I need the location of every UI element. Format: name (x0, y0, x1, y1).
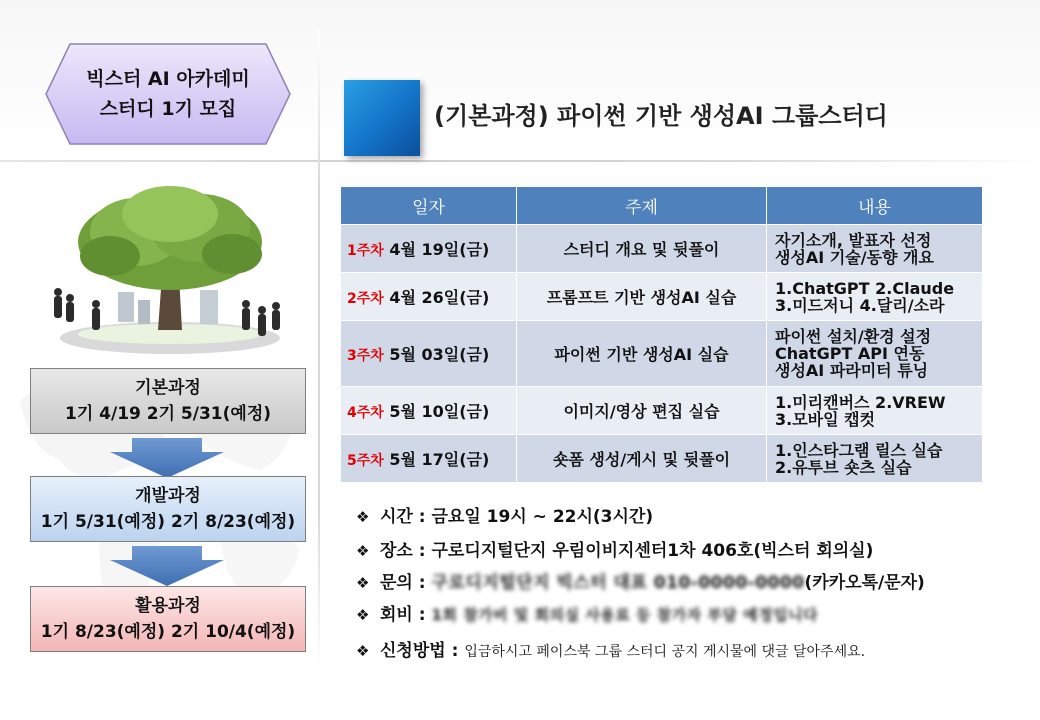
content-line: ChatGPT API 연동 (775, 344, 925, 363)
week-label: 1주차 (347, 243, 384, 259)
info-apply-label: 신청방법 : (380, 641, 459, 661)
info-contact-tail: (카카오톡/문자) (804, 573, 925, 593)
diamond-bullet-icon: ❖ (356, 606, 370, 624)
info-time (356, 502, 653, 527)
down-arrow-icon (110, 546, 224, 586)
info-contact-blurred: 구로디지털단지 빅스터 대표 010-0000-0000 (431, 573, 805, 593)
course-name: 개발과정 (135, 486, 201, 506)
table-row (341, 387, 983, 435)
row-date (341, 321, 517, 387)
week-label: 3주차 (347, 348, 384, 364)
course-dates: 1기 8/23(예정) 2기 10/4(예정) (40, 622, 296, 642)
info-time-text: 시간 : 금요일 19시 ~ 22시(3시간) (380, 507, 654, 527)
table-row (341, 321, 983, 387)
row-topic: 스터디 개요 및 뒷풀이 (517, 225, 767, 273)
content-line: 3.미드저니 4.달리/소라 (775, 295, 945, 315)
content-line: 파이썬 설치/환경 설정 (775, 327, 932, 346)
recruitment-badge (44, 42, 292, 146)
content-line: 2.유투브 숏츠 실습 (775, 457, 912, 477)
title-square-graphic (344, 80, 420, 156)
course-dates: 1기 5/31(예정) 2기 8/23(예정) (40, 512, 296, 532)
table-row (341, 273, 983, 321)
info-fee-blurred: 1회 참가비 및 회의실 사용료 등 참가자 부담 예정입니다 (431, 606, 818, 624)
row-date (341, 387, 517, 435)
row-topic: 프롬프트 기반 생성AI 실습 (517, 273, 767, 321)
table-row (341, 435, 983, 483)
row-content (767, 435, 983, 483)
info-fee-label: 회비 : (380, 605, 426, 625)
table-header-row (341, 187, 983, 225)
row-date (341, 225, 517, 273)
course-dates: 1기 4/19 2기 5/31(예정) (64, 404, 272, 424)
row-date (341, 273, 517, 321)
date-text: 5월 03일(금) (383, 345, 490, 364)
course-name: 활용과정 (135, 596, 201, 616)
course-development (30, 476, 306, 542)
row-topic: 숏폼 생성/게시 및 뒷풀이 (517, 435, 767, 483)
row-topic: 파이썬 기반 생성AI 실습 (517, 321, 767, 387)
row-topic: 이미지/영상 편집 실습 (517, 387, 767, 435)
table-row (341, 225, 983, 273)
content-line: 3.모바일 캡컷 (775, 409, 876, 429)
date-text: 4월 19일(금) (383, 240, 490, 259)
down-arrow-icon (110, 438, 224, 478)
header-content: 내용 (767, 187, 983, 225)
row-content (767, 273, 983, 321)
row-content (767, 321, 983, 387)
header-topic: 주제 (517, 187, 767, 225)
info-fee (356, 600, 818, 625)
info-apply-text: 입금하시고 페이스북 그룹 스터디 공지 게시물에 댓글 달아주세요. (464, 644, 866, 660)
schedule-table (340, 186, 983, 483)
course-name: 기본과정 (135, 378, 201, 398)
info-contact-label: 문의 : (380, 573, 426, 593)
row-content (767, 225, 983, 273)
diamond-bullet-icon: ❖ (356, 508, 370, 526)
course-basic (30, 368, 306, 434)
date-text: 5월 17일(금) (383, 450, 490, 469)
info-contact (356, 568, 925, 593)
content-line: 생성AI 파라미터 튜닝 (775, 361, 929, 380)
row-content (767, 387, 983, 435)
date-text: 4월 26일(금) (383, 288, 490, 307)
badge-line-1: 빅스터 AI 아카데미 (86, 68, 250, 90)
week-label: 4주차 (347, 405, 384, 421)
tree-illustration (40, 180, 290, 360)
content-line: 1.ChatGPT 2.Claude (775, 278, 955, 298)
course-application (30, 586, 306, 652)
diamond-bullet-icon: ❖ (356, 574, 370, 592)
content-line: 1.인스타그램 릴스 실습 (775, 440, 943, 460)
diamond-bullet-icon: ❖ (356, 642, 370, 660)
page-title: (기본과정) 파이썬 기반 생성AI 그룹스터디 (434, 102, 888, 130)
info-place (356, 536, 873, 561)
week-label: 2주차 (347, 291, 384, 307)
info-apply (356, 636, 865, 661)
row-date (341, 435, 517, 483)
content-line: 자기소개, 발표자 선정 (775, 230, 932, 250)
content-line: 1.미리캔버스 2.VREW (775, 392, 946, 412)
week-label: 5주차 (347, 453, 384, 469)
header-date: 일자 (341, 187, 517, 225)
badge-line-2: 스터디 1기 모집 (99, 98, 237, 120)
info-place-text: 장소 : 구로디지털단지 우림이비지센터1차 406호(빅스터 회의실) (380, 541, 874, 561)
horizontal-divider (0, 160, 1040, 162)
diamond-bullet-icon: ❖ (356, 542, 370, 560)
date-text: 5월 10일(금) (383, 402, 490, 421)
content-line: 생성AI 기술/동향 개요 (775, 247, 934, 267)
